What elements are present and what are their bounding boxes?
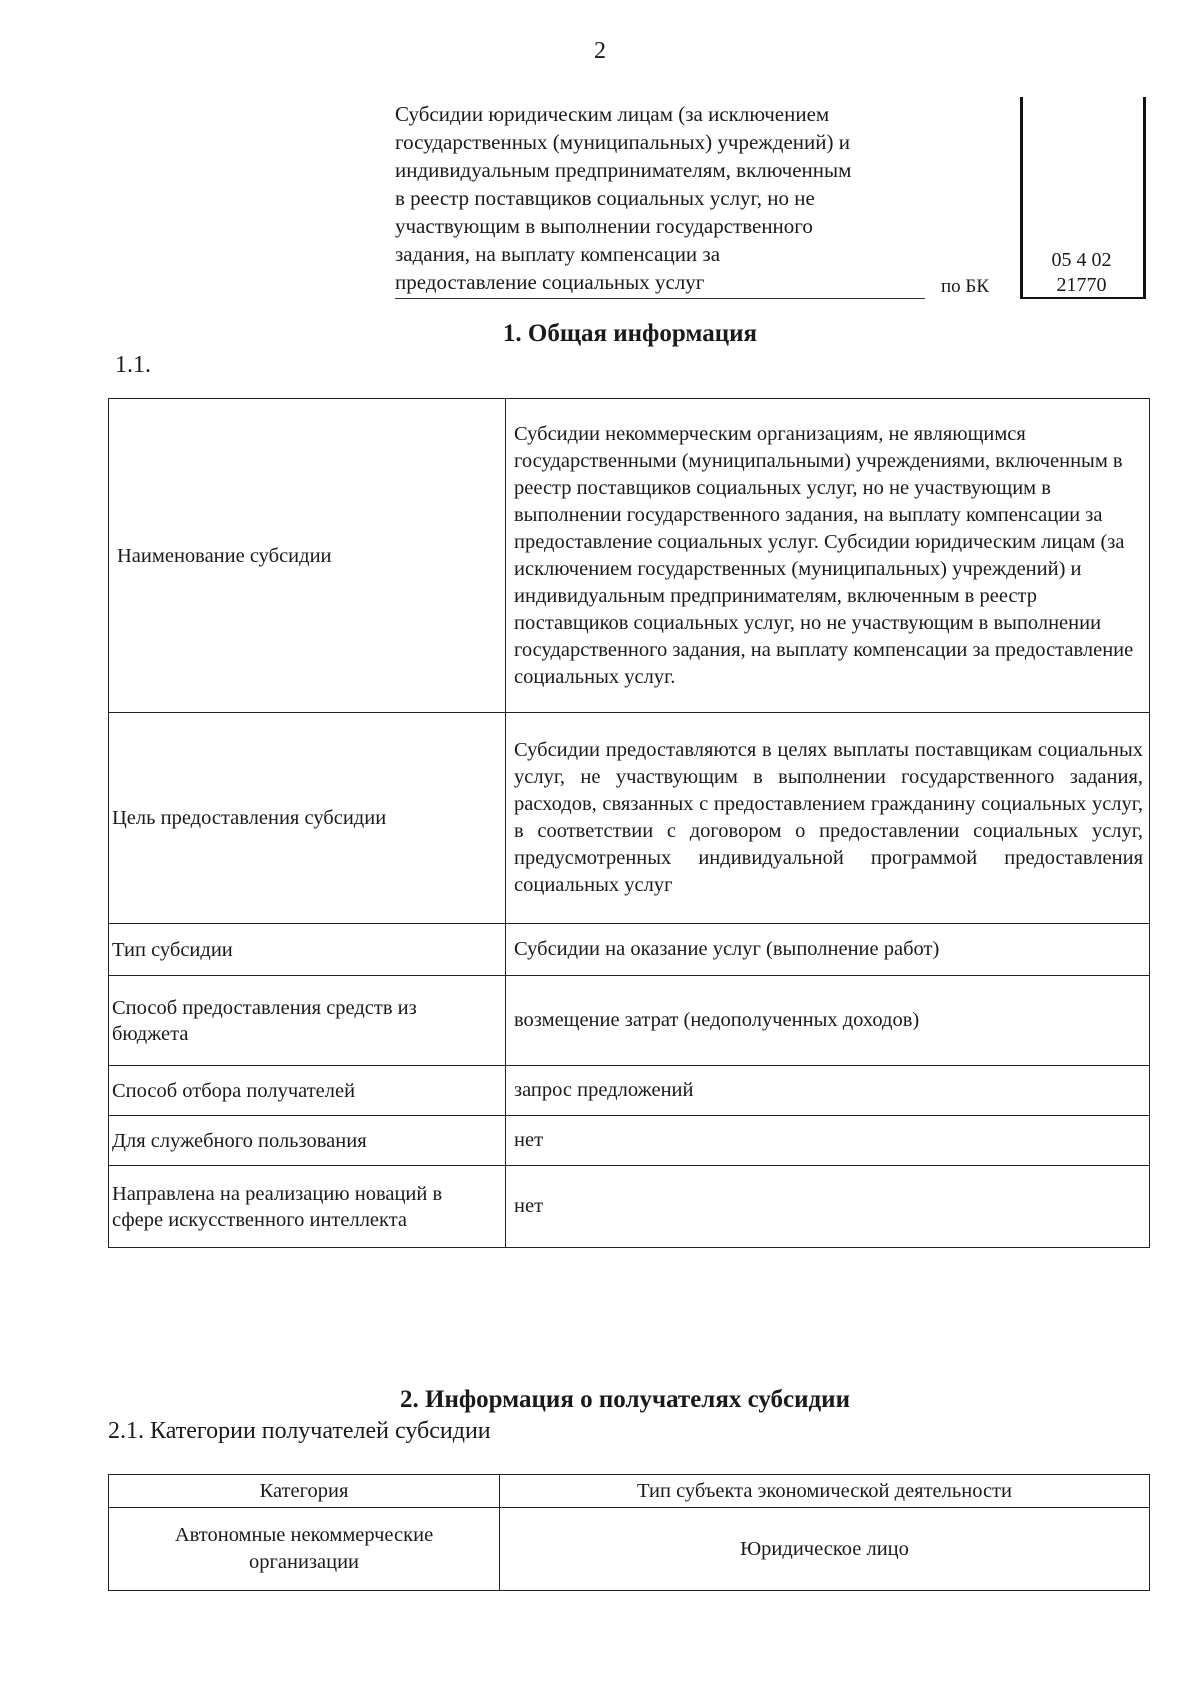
- row-label-type: Тип субсидии: [109, 924, 506, 976]
- cell-entity-type: Юридическое лицо: [500, 1508, 1150, 1591]
- table-row: [109, 976, 1150, 1066]
- row-value-selection: запрос предложений: [506, 1066, 1150, 1116]
- table-row: [109, 1166, 1150, 1248]
- section2-title: 2. Информация о получателях субсидии: [400, 1386, 850, 1413]
- section2-subtitle: 2.1. Категории получателей субсидии: [108, 1418, 491, 1444]
- row-label-method: Способ предоставления средств из бюджета: [109, 976, 506, 1066]
- row-label-official-use: Для служебного пользования: [109, 1116, 506, 1166]
- table-header-row: [109, 1475, 1150, 1508]
- row-value-method: возмещение затрат (недополученных доходов): [506, 976, 1150, 1066]
- section1-number: 1.1.: [115, 352, 151, 378]
- column-header-category: Категория: [109, 1475, 500, 1508]
- row-label-ai-innovation: Направлена на реализацию новаций в сфере искусственного интеллекта: [109, 1166, 506, 1248]
- row-value-type: Субсидии на оказание услуг (выполнение работ): [506, 924, 1150, 976]
- row-value-purpose: Субсидии предоставляются в целях выплаты поставщикам социальных услуг, не участвующим в выполнении государственного задания, расходов, связанных с предоставлением гражданину социальных услуг, в соответствии с договором о предоставлении социальных услуг, предусмотренных индивидуальной программой предоставления социальных услуг: [506, 713, 1150, 924]
- row-value-name: Субсидии некоммерческим организациям, не являющимся государственными (муниципальными) учреждениями, включенным в реестр поставщиков социальных услуг, но не участвующим в выполнении государственного задания, на выплату компенсации за предоставление социальных услуг. Субсидии юридическим лицам (за исключением государственных (муниципальных) учреждений) и индивидуальным предпринимателям, включенным в реестр поставщиков социальных услуг, но не участвующим в выполнении государственного задания, на выплату компенсации за предоставление социальных услуг.: [506, 399, 1150, 713]
- budget-code-line1: 05 4 02: [1051, 249, 1112, 271]
- row-value-official-use: нет: [506, 1116, 1150, 1166]
- table-row: [109, 924, 1150, 976]
- row-label-purpose: Цель предоставления субсидии: [109, 713, 506, 924]
- table-row: [109, 713, 1150, 924]
- page-number: 2: [594, 38, 606, 64]
- row-label-name: Наименование субсидии: [109, 399, 506, 713]
- cell-category: Автономные некоммерческие организации: [109, 1508, 500, 1591]
- bk-label: по БК: [941, 276, 990, 297]
- table-row: [109, 1508, 1150, 1591]
- budget-code-line2: 21770: [1056, 274, 1107, 296]
- table-row: [109, 399, 1150, 713]
- table-row: [109, 1066, 1150, 1116]
- table-row: [109, 1116, 1150, 1166]
- header-subsidy-text: Субсидии юридическим лицам (за исключением государственных (муниципальных) учреждений) и индивидуальным предпринимателям, включенным в реестр поставщиков социальных услуг, но не участвующим в выполнении государственного задания, на выплату компенсации за предоставление социальных услуг: [395, 102, 852, 294]
- recipient-categories-table: [108, 1474, 1150, 1591]
- header-underline: [395, 298, 925, 299]
- row-label-selection: Способ отбора получателей: [109, 1066, 506, 1116]
- general-info-table: [108, 398, 1150, 1248]
- section1-title: 1. Общая информация: [502, 320, 758, 347]
- column-header-entity-type: Тип субъекта экономической деятельности: [500, 1475, 1150, 1508]
- row-value-ai-innovation: нет: [506, 1166, 1150, 1248]
